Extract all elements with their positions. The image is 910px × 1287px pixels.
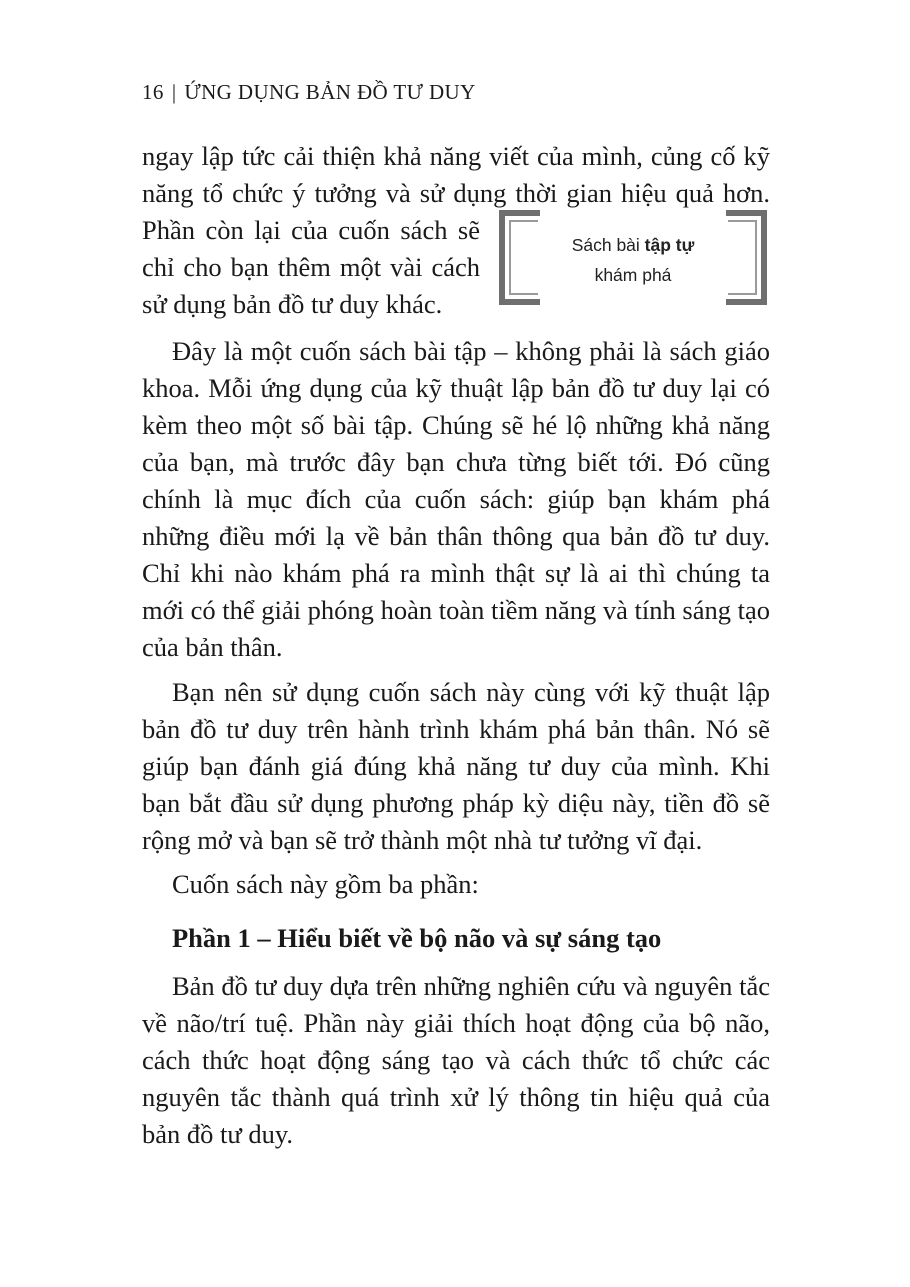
paragraph-workbook: Đây là một cuốn sách bài tập – không phải là sách giáo khoa. Mỗi ứng dụng của kỹ thuật lập bản đồ tư duy lại có kèm theo một số bài tập. Chúng sẽ hé lộ những khả năng của bạn, mà trước đây bạn chưa từng biết tới. Đó cũng chính là mục đích của cuốn sách: giúp bạn khám phá những điều mới lạ về bản thân thông qua bản đồ tư duy. Chỉ khi nào khám phá ra mình thật sự là ai thì chúng ta mới có thể giải phóng hoàn toàn tiềm năng và tính sáng tạo của bản thân. (142, 336, 770, 662)
sidebar-callout-box (497, 210, 769, 305)
paragraph-how-to-use: Bạn nên sử dụng cuốn sách này cùng với kỹ thuật lập bản đồ tư duy trên hành trình khám phá bản thân. Nó sẽ giúp bạn đánh giá đúng khả năng tư duy của mình. Khi bạn bắt đầu sử dụng phương pháp kỳ diệu này, tiền đồ sẽ rộng mở và bạn sẽ trở thành một nhà tư tưởng vĩ đại. (142, 677, 770, 855)
paragraph-line: sử dụng bản đồ tư duy khác. (142, 289, 443, 319)
paragraph-rest-of-book (142, 212, 480, 323)
paragraph-line: chỉ cho bạn thêm một vài cách (142, 252, 480, 282)
callout-text-plain: Sách bài (571, 235, 645, 255)
paragraph-three-parts: Cuốn sách này gồm ba phần: (172, 869, 479, 899)
callout-text-bold: tập tự (644, 235, 695, 255)
paragraph-part-1-description: Bản đồ tư duy dựa trên những nghiên cứu và nguyên tắc về não/trí tuệ. Phần này giải thích hoạt động của bộ não, cách thức hoạt động sáng tạo và cách thức tổ chức các nguyên tắc thành quá trình xử lý thông tin hiệu quả của bản đồ tư duy. (142, 971, 770, 1149)
page-number: 16 (142, 80, 164, 104)
callout-text-line2: khám phá (594, 265, 672, 285)
paragraph-line: Phần còn lại của cuốn sách sẽ (142, 215, 480, 245)
running-header (142, 80, 476, 105)
callout-text (527, 230, 739, 290)
section-heading-part-1: Phần 1 – Hiểu biết về bộ não và sự sáng tạo (172, 923, 662, 953)
book-title: ỨNG DỤNG BẢN ĐỒ TƯ DUY (184, 80, 476, 104)
paragraph-intro-continued: ngay lập tức cải thiện khả năng viết của mình, củng cố kỹ năng tổ chức ý tưởng và sử dụng thời gian hiệu quả hơn. (142, 141, 770, 208)
header-separator: | (171, 80, 177, 104)
